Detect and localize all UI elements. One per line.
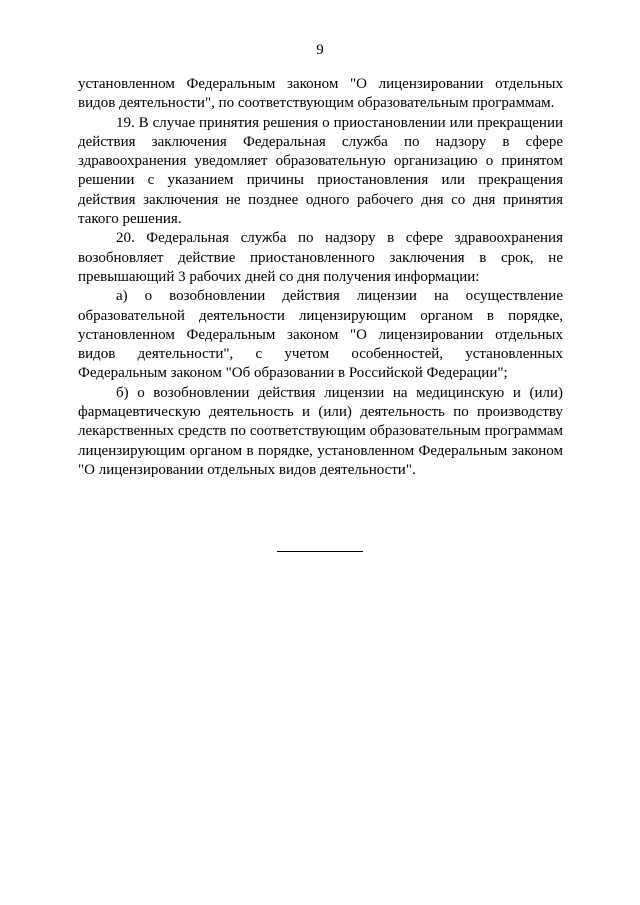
page-number: 9 — [316, 42, 324, 58]
document-body — [78, 75, 563, 480]
paragraph-20: 20. Федеральная служба по надзору в сфере здравоохранения возобновляет действие приостановленного заключения в срок, не превышающий 3 рабочих дней со дня получения информации: — [78, 230, 563, 285]
paragraph-19: 19. В случае принятия решения о приостановлении или прекращении действия заключения Федеральная служба по надзору в сфере здравоохранения уведомляет образовательную организацию о принятом решении с указанием причины приостановления или прекращения действия заключения не позднее одного рабочего дня со дня принятия такого решения. — [78, 114, 563, 228]
end-of-document-rule — [277, 551, 363, 552]
paragraph-continuation: установленном Федеральным законом "О лицензировании отдельных видов деятельности", по соответствующим образовательным программам. — [78, 76, 563, 112]
paragraph-20-item-a: а) о возобновлении действия лицензии на осуществление образовательной деятельности лицензирующим органом в порядке, установленном Федеральным законом "О лицензировании отдельных видов деятельности", с учетом особенностей, установленных Федеральным законом "Об образовании в Российской Федерации"; — [78, 288, 563, 382]
paragraph-20-item-b: б) о возобновлении действия лицензии на медицинскую и (или) фармацевтическую деятельность и (или) деятельность по производству лекарственных средств по соответствующим образовательным программам лицензирующим органом в порядке, установленном Федеральным законом "О лицензировании отдельных видов деятельности". — [78, 384, 563, 478]
